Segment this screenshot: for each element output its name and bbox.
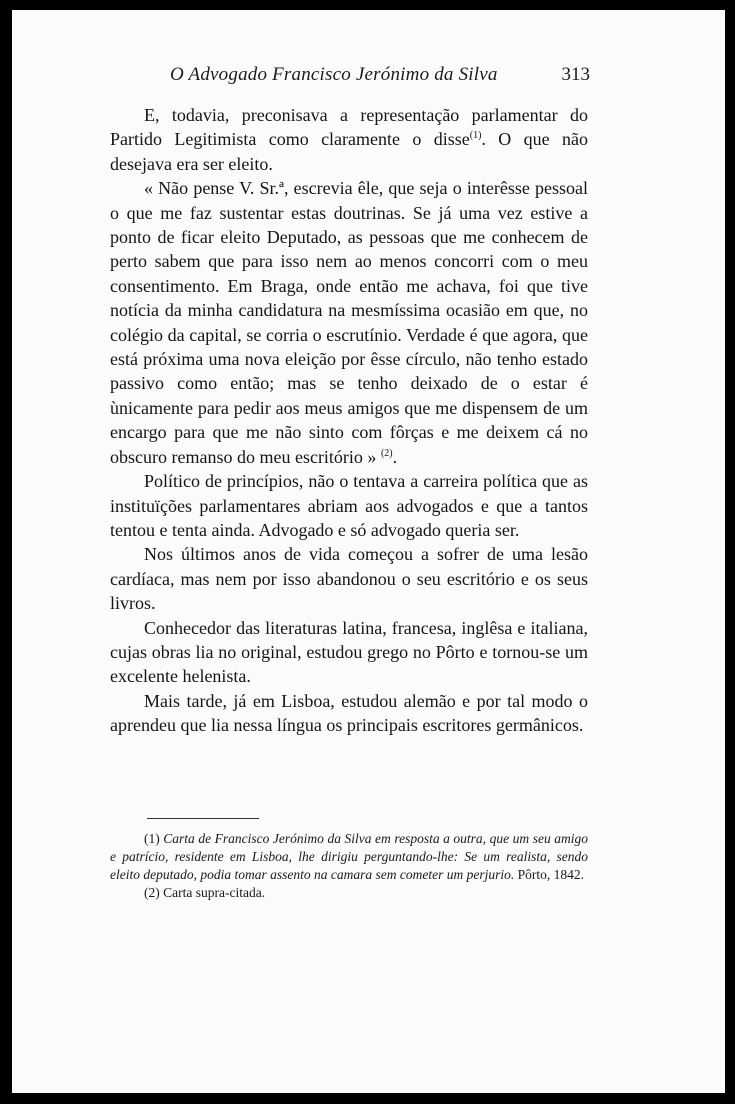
footnote-ref-2: (2) xyxy=(380,447,393,459)
footnotes xyxy=(110,830,588,902)
main-text xyxy=(110,103,588,738)
page-header xyxy=(110,64,600,94)
footnote-1-tail: Pôrto, 1842. xyxy=(517,867,584,882)
paragraph-4: Nos últimos anos de vida começou a sofrer de uma lesão cardíaca, mas nem por isso abandonou o seu escritório e os seus livros. xyxy=(110,544,588,614)
page-number: 313 xyxy=(561,64,590,85)
paragraph-3: Político de princípios, não o tentava a carreira política que as instituïções parlamentares abriam aos advogados e que a tantos tentou e tenta ainda. Advogado e só advogado queria ser. xyxy=(110,471,588,540)
footnote-2-text: Carta supra-citada. xyxy=(163,885,266,900)
footnote-1 xyxy=(110,830,588,884)
footnote-2 xyxy=(110,884,588,902)
paragraph-1-text: E, todavia, preconisava a representação parlamentar do Partido Legitimista como claramente o disse xyxy=(110,105,588,150)
footnote-ref-1: (1) xyxy=(469,130,482,142)
paragraph-1-text-end: . O que não desejava era ser eleito. xyxy=(110,129,588,174)
footnote-1-italic: Carta de Francisco Jerónimo da Silva em resposta a outra, que um seu amigo e patrício, residente em Lisboa, lhe dirigiu perguntando-lhe: Se um realista, sendo eleito deputado, podia tomar assento na camara sem cometer um perjurio. xyxy=(110,831,588,882)
running-title: O Advogado Francisco Jerónimo da Silva xyxy=(170,64,498,85)
paragraph-2 xyxy=(110,176,588,469)
paragraph-2-text: « Não pense V. Sr.ª, escrevia êle, que seja o interêsse pessoal o que me faz sustentar estas doutrinas. Se já uma vez estive a ponto de ficar eleito Deputado, as pessoas que me conhecem de perto sabem que para isso nem ao menos concorri com o meu consentimento. Em Braga, onde então me achava, foi que tive notícia da minha candidatura na mesmíssima ocasião em que, no colégio da capital, se corria o escrutínio. Verdade é que agora, que está próxima uma nova eleição por êsse círculo, não tenho estado passivo como então; mas se tenho deixado de o estar é ùnicamente para pedir aos meus amigos que me dispensem de um encargo para que me não sinto com fôrças e me deixem cá no obscuro remanso do meu escritório » xyxy=(110,178,588,467)
paragraph-2-text-end: . xyxy=(392,446,398,467)
paragraph-6: Mais tarde, já em Lisboa, estudou alemão e por tal modo o aprendeu que lia nessa língua os principais escritores germânicos. xyxy=(110,690,588,736)
footnote-separator xyxy=(147,818,259,819)
paragraph-5: Conhecedor das literaturas latina, francesa, inglêsa e italiana, cujas obras lia no original, estudou grego no Pôrto e tornou-se um excelente helenista. xyxy=(110,617,588,687)
paragraph-1 xyxy=(110,103,588,176)
footnote-2-mark: (2) xyxy=(144,885,160,900)
footnote-1-mark: (1) xyxy=(144,831,160,846)
